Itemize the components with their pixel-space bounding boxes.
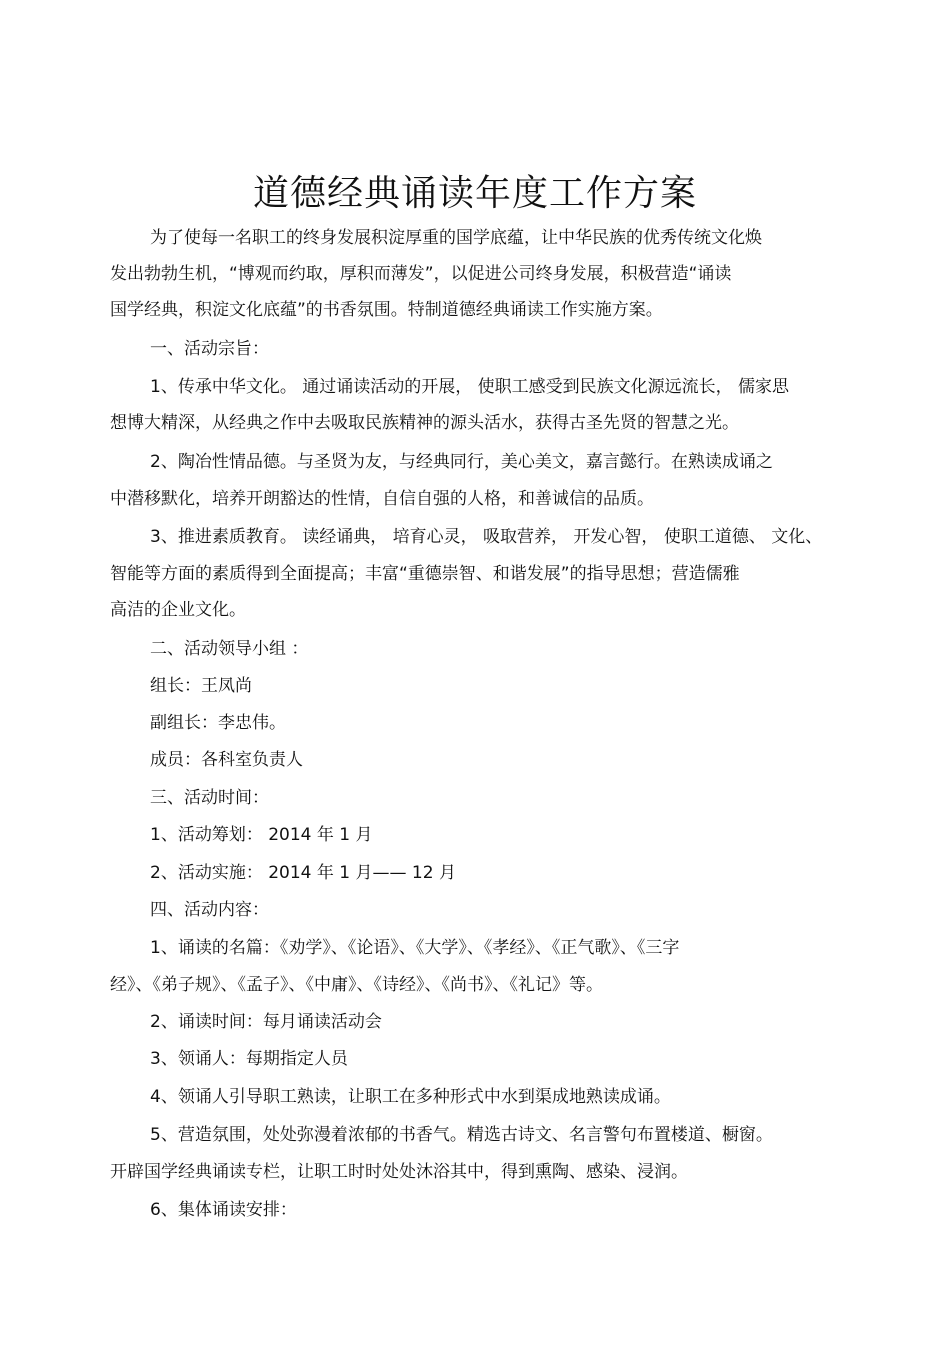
text-line: 1、活动筹划： 2014 年 1 月 [150,825,373,845]
section-heading: 四、活动内容： [150,900,269,920]
text-line: 中潜移默化，培养开朗豁达的性情，自信自强的人格，和善诚信的品质。 [110,489,654,509]
text-line: 2、陶冶性情品德。与圣贤为友，与经典同行，美心美文，嘉言懿行。在熟读成诵之 [150,452,773,472]
text-line: 2、活动实施： 2014 年 1 月—— 12 月 [150,863,456,883]
text-line: 为了使每一名职工的终身发展积淀厚重的国学底蕴，让中华民族的优秀传统文化焕 [150,228,762,248]
text-line: 3、领诵人：每期指定人员 [150,1049,348,1069]
section-heading: 一、活动宗旨： [150,339,269,359]
text-line: 5、营造氛围，处处弥漫着浓郁的书香气。精选古诗文、名言警句布置楼道、橱窗。 [150,1125,773,1145]
section-heading: 三、活动时间： [150,788,269,808]
text-line: 3、推进素质教育。 读经诵典， 培育心灵， 吸取营养， 开发心智， 使职工道德、 文化、 [150,527,823,547]
text-line: 2、诵读时间：每月诵读活动会 [150,1012,382,1032]
text-line: 经》、《弟子规》、《孟子》、《中庸》、《诗经》、《尚书》、《礼记》等。 [110,975,603,995]
text-line: 1、传承中华文化。 通过诵读活动的开展， 使职工感受到民族文化源远流长， 儒家思 [150,377,790,397]
text-line: 高洁的企业文化。 [110,600,246,620]
text-line: 副组长：李忠伟。 [150,713,286,733]
text-line: 发出勃勃生机，“博观而约取，厚积而薄发”，以促进公司终身发展，积极营造“诵读 [110,264,732,284]
text-line: 4、领诵人引导职工熟读，让职工在多种形式中水到渠成地熟读成诵。 [150,1087,671,1107]
text-line: 6、集体诵读安排： [150,1200,297,1220]
document-title: 道德经典诵读年度工作方案 [252,173,697,214]
text-line: 组长：王凤尚 [150,676,252,696]
text-line: 成员：各科室负责人 [150,750,303,770]
text-line: 智能等方面的素质得到全面提高；丰富“重德崇智、和谐发展”的指导思想；营造儒雅 [110,564,740,584]
text-line: 国学经典，积淀文化底蕴”的书香氛围。特制道德经典诵读工作实施方案。 [110,300,663,320]
text-line: 1、诵读的名篇：《劝学》、《论语》、《大学》、《孝经》、《正气歌》、《三字 [150,938,680,958]
text-line: 想博大精深，从经典之作中去吸取民族精神的源头活水，获得古圣先贤的智慧之光。 [110,413,739,433]
section-heading: 二、活动领导小组 ： [150,639,309,659]
text-line: 开辟国学经典诵读专栏，让职工时时处处沐浴其中，得到熏陶、感染、浸润。 [110,1162,688,1182]
